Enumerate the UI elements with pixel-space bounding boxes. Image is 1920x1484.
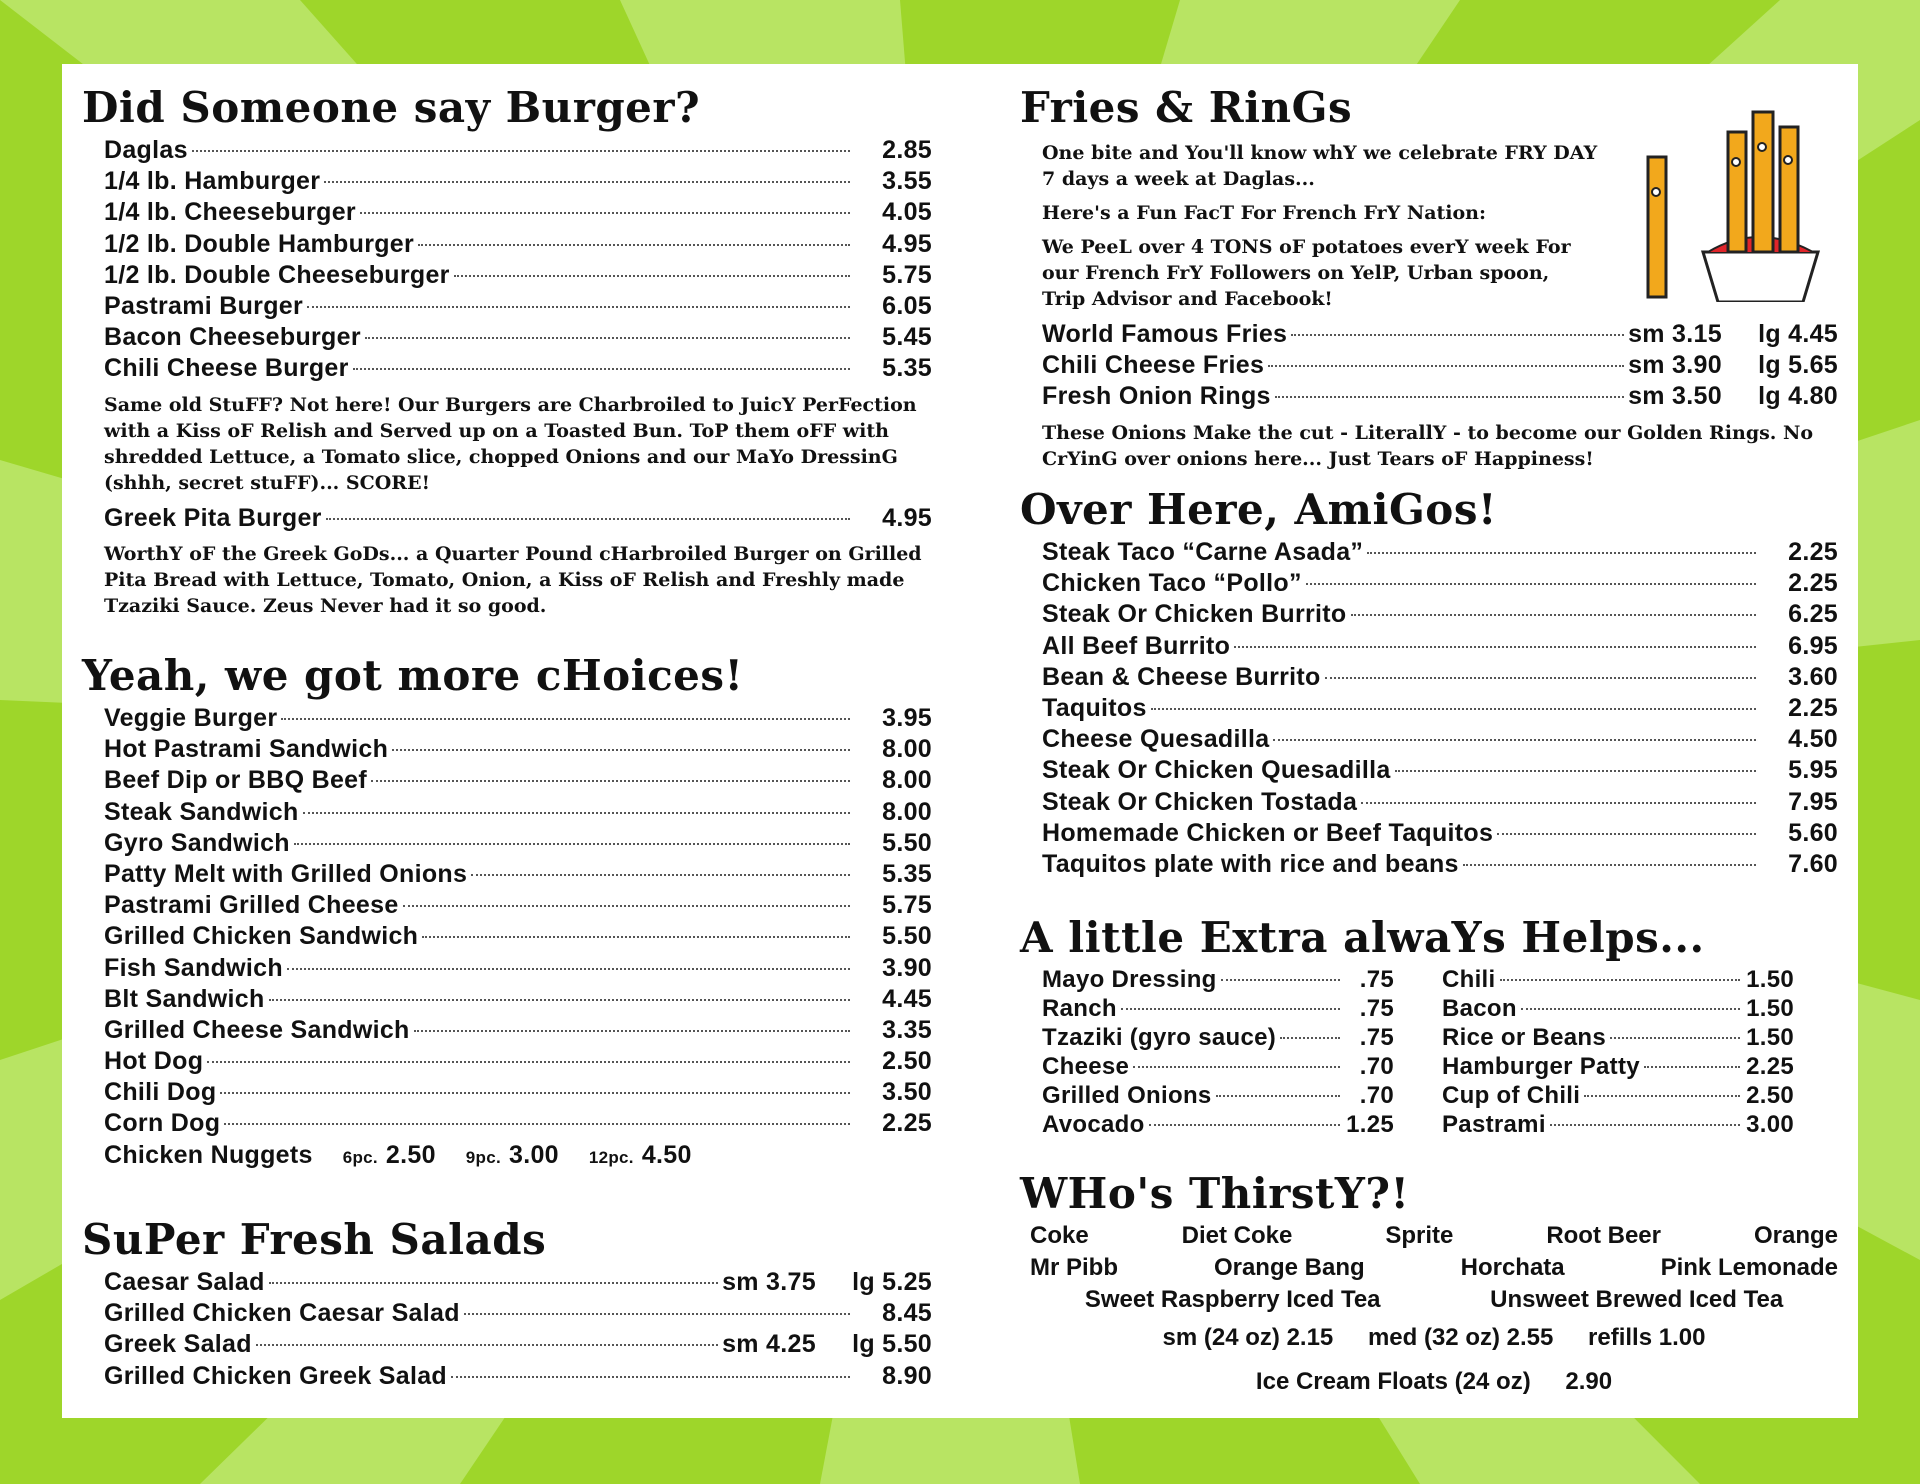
- item-price: 1.50: [1746, 1024, 1794, 1051]
- menu-item: [1042, 1024, 1394, 1053]
- drink-name: Horchata: [1460, 1254, 1565, 1281]
- item-name: Chili: [1442, 966, 1496, 993]
- size-lg-price: lg 4.45: [1758, 320, 1838, 348]
- nugget-size: 9pc.: [465, 1147, 501, 1167]
- leader-dots: [1268, 365, 1624, 367]
- salads-title: SuPer Fresh Salads: [82, 1215, 547, 1264]
- item-name: Pastrami Burger: [104, 291, 304, 320]
- menu-item: [104, 1078, 932, 1109]
- floats-label: Ice Cream Floats (24 oz): [1255, 1368, 1531, 1395]
- item-name: Taquitos plate with rice and beans: [1042, 849, 1459, 878]
- menu-item: [104, 922, 932, 953]
- size-lg-price: lg 5.65: [1758, 351, 1838, 380]
- item-price: 3.90: [882, 953, 932, 982]
- item-price: 5.35: [882, 859, 932, 888]
- size-sm-price: sm 3.75: [722, 1268, 816, 1296]
- item-name: Steak Taco “Carne Asada”: [1042, 538, 1364, 566]
- drinks-section: [1020, 1168, 1838, 1406]
- menu-item: [104, 167, 932, 198]
- onion-rings-description: These Onions Make the cut - LiterallY - to become our Golden Rings. No CrYinG over onions here... Just Tears oF Happiness!: [1042, 421, 1814, 470]
- drink-line: [1030, 1286, 1838, 1318]
- leader-dots: [1395, 770, 1756, 772]
- drink-size-price: refills 1.00: [1588, 1324, 1706, 1351]
- item-price: 3.95: [882, 704, 932, 732]
- item-name: Homemade Chicken or Beef Taquitos: [1042, 818, 1494, 847]
- menu-item: [104, 292, 932, 323]
- item-price: 2.25: [1788, 693, 1838, 722]
- size-sm-price: sm 4.25: [722, 1330, 816, 1359]
- item-price: 1.50: [1746, 966, 1794, 993]
- menu-item: [104, 1047, 932, 1078]
- item-price: .75: [1359, 966, 1394, 993]
- leader-dots: [1151, 708, 1756, 710]
- floats-price: 2.90: [1565, 1368, 1613, 1395]
- nugget-size: 6pc.: [342, 1147, 378, 1167]
- menu-item: [104, 735, 932, 766]
- leader-dots: [307, 306, 850, 308]
- item-name: Fish Sandwich: [104, 953, 283, 982]
- item-price: 8.45: [882, 1299, 932, 1328]
- item-name: Taquitos: [1042, 693, 1147, 722]
- leader-dots: [1275, 396, 1624, 398]
- salads-section: [82, 1214, 932, 1393]
- menu-item: [1442, 1024, 1794, 1053]
- leader-dots: [353, 368, 850, 370]
- leader-dots: [1291, 334, 1624, 336]
- item-name: All Beef Burrito: [1042, 631, 1231, 660]
- drink-name: Coke: [1030, 1222, 1089, 1249]
- choices-title: Yeah, we got more cHoices!: [82, 651, 744, 700]
- menu-item: [1042, 600, 1838, 631]
- item-price: 5.75: [882, 260, 932, 289]
- leader-dots: [1497, 833, 1756, 835]
- item-name: Bacon Cheeseburger: [104, 323, 361, 352]
- item-price: 3.55: [882, 167, 932, 196]
- menu-item: [1442, 966, 1794, 995]
- item-price: 3.35: [882, 1015, 932, 1044]
- item-price: 4.05: [882, 198, 932, 227]
- item-name: Veggie Burger: [104, 704, 278, 732]
- item-name: Tzaziki (gyro sauce): [1042, 1024, 1277, 1051]
- drink-name: Pink Lemonade: [1660, 1254, 1838, 1281]
- burgers-description: Same old StuFF? Not here! Our Burgers are Charbroiled to JuicY PerFection with a Kiss oF Relish and Served up on a Toasted Bun. ToP them oFF with shredded Lettuce, a Tomato slice, chopped Onions and our MaYo DressinG (shhh, secret stuFF)... SCORE!: [104, 393, 917, 494]
- extras-columns: [1042, 966, 1838, 1140]
- size-lg-price: lg 5.25: [852, 1268, 932, 1296]
- item-price: 2.25: [1788, 569, 1838, 598]
- drink-name: Orange Bang: [1213, 1254, 1365, 1281]
- dancing-fries-illustration: [1608, 102, 1838, 302]
- menu-item: [104, 1299, 932, 1330]
- fries-fun-fact-heading: Here's a Fun FacT For French FrY Nation:: [1042, 202, 1487, 224]
- leader-dots: [1610, 1037, 1740, 1039]
- item-name: Bean & Cheese Burrito: [1042, 662, 1321, 691]
- leader-dots: [360, 212, 850, 214]
- item-name: Daglas: [104, 136, 188, 164]
- item-name: Pastrami Grilled Cheese: [104, 891, 399, 920]
- drink-name: Sprite: [1385, 1222, 1454, 1249]
- item-name: Greek Pita Burger: [104, 503, 322, 532]
- nugget-price: 3.00: [509, 1140, 559, 1169]
- leader-dots: [1273, 739, 1756, 741]
- item-name: Steak Or Chicken Burrito: [1042, 600, 1347, 629]
- leader-dots: [392, 749, 850, 751]
- item-price: 4.95: [882, 229, 932, 258]
- item-price: 5.75: [882, 891, 932, 920]
- item-name: Mayo Dressing: [1042, 966, 1217, 993]
- item-price: 3.60: [1788, 662, 1838, 691]
- size-lg-price: lg 4.80: [1758, 382, 1838, 411]
- menu-item: [104, 860, 932, 891]
- menu-item: [1042, 320, 1838, 351]
- leader-dots: [1121, 1008, 1340, 1010]
- item-price: 2.85: [882, 136, 932, 164]
- menu-item: [104, 136, 932, 167]
- amigos-section: [1020, 484, 1838, 881]
- leader-dots: [269, 999, 850, 1001]
- leader-dots: [1463, 864, 1756, 866]
- item-price: 8.90: [882, 1361, 932, 1390]
- menu-item: [1442, 995, 1794, 1024]
- item-name: 1/2 lb. Double Hamburger: [104, 229, 415, 258]
- leader-dots: [1521, 1008, 1740, 1010]
- item-price: 8.00: [882, 797, 932, 826]
- menu-item: [1042, 538, 1838, 569]
- burgers-title: Did Someone say Burger?: [82, 83, 701, 132]
- item-name: Steak Sandwich: [104, 797, 299, 826]
- leader-dots: [422, 936, 850, 938]
- item-price: .75: [1359, 1024, 1394, 1051]
- item-name: Cup of Chili: [1442, 1082, 1581, 1109]
- menu-item: [104, 985, 932, 1016]
- leader-dots: [464, 1313, 850, 1315]
- item-name: Bacon: [1442, 995, 1517, 1022]
- extras-section: [1020, 912, 1838, 1140]
- menu-item: [104, 704, 932, 735]
- leader-dots: [418, 244, 850, 246]
- menu-item: [1042, 788, 1838, 819]
- drink-name: Diet Coke: [1181, 1222, 1293, 1249]
- leader-dots: [1221, 979, 1340, 981]
- item-name: Rice or Beans: [1442, 1024, 1606, 1051]
- burgers-section: [82, 82, 932, 627]
- item-name: Pastrami: [1442, 1111, 1546, 1138]
- menu-item: [1042, 1082, 1394, 1111]
- item-name: Steak Or Chicken Quesadilla: [1042, 756, 1391, 785]
- fries-title: Fries & RinGs: [1020, 83, 1353, 132]
- item-name: Grilled Cheese Sandwich: [104, 1015, 410, 1044]
- leader-dots: [1361, 802, 1756, 804]
- fries-intro: One bite and You'll know whY we celebrate FRY DAY 7 days a week at Daglas...: [1042, 142, 1598, 190]
- fries-fun-fact: We PeeL over 4 TONS oF potatoes everY week For our French FrY Followers on YelP, Urban spoon, Trip Advisor and Facebook!: [1042, 236, 1571, 310]
- leader-dots: [371, 780, 850, 782]
- leader-dots: [1149, 1124, 1340, 1126]
- menu-item: [104, 323, 932, 354]
- drink-name: Mr Pibb: [1030, 1254, 1118, 1281]
- menu-item: [104, 261, 932, 292]
- item-price: 3.50: [882, 1078, 932, 1107]
- item-name: Chili Cheese Fries: [1042, 351, 1265, 380]
- drink-name: Unsweet Brewed Iced Tea: [1490, 1286, 1784, 1313]
- item-price: 5.50: [882, 828, 932, 857]
- item-name: 1/4 lb. Hamburger: [104, 167, 321, 196]
- leader-dots: [365, 337, 850, 339]
- leader-dots: [1325, 677, 1756, 679]
- choices-list: [104, 704, 932, 1172]
- leader-dots: [1367, 552, 1756, 554]
- leader-dots: [1351, 614, 1756, 616]
- item-name: Avocado: [1042, 1111, 1145, 1138]
- menu-item: [1042, 632, 1838, 663]
- menu-item: [104, 1109, 932, 1140]
- menu-item: [104, 766, 932, 797]
- item-name: Chili Cheese Burger: [104, 354, 349, 383]
- item-price: 6.05: [882, 291, 932, 320]
- menu-item: [1042, 1053, 1394, 1082]
- leader-dots: [1306, 583, 1756, 585]
- leader-dots: [471, 874, 850, 876]
- item-price: 5.45: [882, 323, 932, 352]
- menu-item: [104, 230, 932, 261]
- menu-panel: [62, 64, 1858, 1418]
- item-price: 4.95: [882, 503, 932, 532]
- leader-dots: [414, 1030, 850, 1032]
- item-name: World Famous Fries: [1042, 320, 1288, 348]
- leader-dots: [1644, 1066, 1740, 1068]
- leader-dots: [269, 1282, 718, 1284]
- leader-dots: [1133, 1066, 1340, 1068]
- leader-dots: [207, 1061, 850, 1063]
- item-price: 4.50: [1788, 725, 1838, 754]
- menu-item: [1042, 995, 1394, 1024]
- drink-name: Orange: [1753, 1222, 1838, 1249]
- burgers-list: [104, 136, 932, 386]
- item-price: 2.50: [1746, 1082, 1794, 1109]
- menu-item: [1042, 819, 1838, 850]
- nugget-size: 12pc.: [588, 1147, 634, 1167]
- item-name: Cheese: [1042, 1053, 1130, 1080]
- drink-size-price: sm (24 oz) 2.15: [1162, 1324, 1334, 1351]
- item-price: 6.95: [1788, 631, 1838, 660]
- item-name: Corn Dog: [104, 1109, 221, 1138]
- item-name: Chicken Taco “Pollo”: [1042, 569, 1302, 598]
- menu-item: [104, 1016, 932, 1047]
- item-price: 2.25: [1788, 538, 1838, 566]
- item-name: Greek Salad: [104, 1330, 252, 1359]
- item-name: Caesar Salad: [104, 1268, 265, 1296]
- leader-dots: [192, 150, 850, 152]
- menu-item-chicken-nuggets: [104, 1141, 932, 1172]
- menu-item: [104, 829, 932, 860]
- item-price: 7.60: [1788, 849, 1838, 878]
- item-price: .70: [1359, 1082, 1394, 1109]
- menu-item: [1042, 966, 1394, 995]
- menu-item: [1042, 850, 1838, 881]
- drink-line: [1030, 1254, 1838, 1286]
- menu-item: [1042, 569, 1838, 600]
- amigos-title: Over Here, AmiGos!: [1020, 485, 1497, 534]
- menu-item: [104, 1362, 932, 1393]
- extras-right-list: [1442, 966, 1794, 1140]
- item-price: 2.50: [882, 1047, 932, 1076]
- size-sm-price: sm 3.15: [1628, 320, 1722, 348]
- drink-name: Root Beer: [1546, 1222, 1661, 1249]
- size-lg-price: lg 5.50: [852, 1330, 932, 1359]
- fries-section: [1020, 82, 1838, 480]
- menu-item: [104, 891, 932, 922]
- menu-item: [1442, 1111, 1794, 1140]
- menu-item: [1042, 756, 1838, 787]
- item-price: 4.45: [882, 984, 932, 1013]
- drinks-title: WHo's ThirstY?!: [1020, 1169, 1410, 1218]
- item-price: .75: [1359, 995, 1394, 1022]
- item-name: 1/4 lb. Cheeseburger: [104, 198, 356, 227]
- item-price: 2.25: [1746, 1053, 1794, 1080]
- leader-dots: [1234, 646, 1756, 648]
- menu-item: [104, 1268, 932, 1299]
- menu-item: [1442, 1053, 1794, 1082]
- item-name: Grilled Chicken Caesar Salad: [104, 1299, 460, 1328]
- greek-burger-description: WorthY oF the Greek GoDs... a Quarter Pound cHarbroiled Burger on Grilled Pita Bread with Lettuce, Tomato, Onion, a Kiss oF Relish and Freshly made Tzaziki Sauce. Zeus Never had it so good.: [104, 542, 922, 617]
- menu-item: [104, 198, 932, 229]
- item-name: Beef Dip or BBQ Beef: [104, 766, 367, 795]
- drink-sizes: [1030, 1318, 1838, 1362]
- leader-dots: [454, 275, 850, 277]
- leader-dots: [1216, 1095, 1340, 1097]
- drinks-list: [1030, 1222, 1838, 1406]
- item-name: Grilled Onions: [1042, 1082, 1212, 1109]
- menu-item: [104, 354, 932, 385]
- fries-list: [1042, 320, 1838, 414]
- leader-dots: [1584, 1095, 1740, 1097]
- leader-dots: [281, 718, 850, 720]
- item-price: 1.50: [1746, 995, 1794, 1022]
- item-name: Blt Sandwich: [104, 984, 265, 1013]
- item-price: 5.60: [1788, 818, 1838, 847]
- extras-left-list: [1042, 966, 1394, 1140]
- leader-dots: [403, 905, 850, 907]
- menu-item: [1442, 1082, 1794, 1111]
- leader-dots: [1280, 1037, 1340, 1039]
- menu-item-greek-pita: [104, 504, 932, 535]
- ice-cream-floats: [1030, 1362, 1838, 1406]
- item-name: Hot Pastrami Sandwich: [104, 735, 389, 764]
- menu-item: [1042, 694, 1838, 725]
- size-sm-price: sm 3.50: [1628, 382, 1722, 411]
- menu-item: [1042, 351, 1838, 382]
- item-name: Cheese Quesadilla: [1042, 725, 1270, 754]
- item-price: 2.25: [882, 1109, 932, 1138]
- item-name: Chili Dog: [104, 1078, 217, 1107]
- size-sm-price: sm 3.90: [1628, 351, 1722, 380]
- item-name: Ranch: [1042, 995, 1117, 1022]
- menu-item: [1042, 1111, 1394, 1140]
- drink-size-price: med (32 oz) 2.55: [1367, 1324, 1554, 1351]
- leader-dots: [1550, 1124, 1740, 1126]
- item-name: Hot Dog: [104, 1047, 204, 1076]
- item-price: 5.95: [1788, 756, 1838, 785]
- item-price: .70: [1359, 1053, 1394, 1080]
- leader-dots: [287, 968, 850, 970]
- item-name: 1/2 lb. Double Cheeseburger: [104, 260, 450, 289]
- nugget-price: 4.50: [641, 1140, 692, 1169]
- leader-dots: [1500, 979, 1741, 981]
- leader-dots: [326, 518, 850, 520]
- leader-dots: [451, 1376, 850, 1378]
- item-price: 7.95: [1788, 787, 1838, 816]
- menu-item: [1042, 663, 1838, 694]
- item-price: 3.00: [1746, 1111, 1794, 1138]
- item-name: Hamburger Patty: [1442, 1053, 1640, 1080]
- leader-dots: [220, 1092, 850, 1094]
- item-name: Steak Or Chicken Tostada: [1042, 787, 1358, 816]
- item-name: Grilled Chicken Sandwich: [104, 922, 419, 951]
- menu-item: [1042, 382, 1838, 413]
- nugget-price: 2.50: [385, 1140, 436, 1169]
- item-price: 5.50: [882, 922, 932, 951]
- item-name: Gyro Sandwich: [104, 828, 290, 857]
- drink-line: [1030, 1222, 1838, 1254]
- item-price: 1.25: [1346, 1111, 1394, 1138]
- menu-item: [104, 954, 932, 985]
- drink-name: Sweet Raspberry Iced Tea: [1084, 1286, 1381, 1313]
- leader-dots: [256, 1344, 718, 1346]
- choices-section: [82, 650, 932, 1172]
- item-price: 5.35: [882, 354, 932, 383]
- item-price: 8.00: [882, 735, 932, 764]
- menu-item: [104, 1330, 932, 1361]
- menu-item: [104, 798, 932, 829]
- leader-dots: [294, 843, 850, 845]
- item-price: 8.00: [882, 766, 932, 795]
- extras-title: A little Extra alwaYs Helps...: [1020, 913, 1705, 962]
- item-name: Chicken Nuggets: [104, 1140, 313, 1169]
- amigos-list: [1042, 538, 1838, 881]
- item-name: Grilled Chicken Greek Salad: [104, 1361, 447, 1390]
- salads-list: [104, 1268, 932, 1393]
- item-name: Patty Melt with Grilled Onions: [104, 859, 468, 888]
- leader-dots: [324, 181, 850, 183]
- item-name: Fresh Onion Rings: [1042, 382, 1271, 411]
- leader-dots: [303, 812, 850, 814]
- menu-item: [1042, 725, 1838, 756]
- item-price: 6.25: [1788, 600, 1838, 629]
- leader-dots: [224, 1123, 850, 1125]
